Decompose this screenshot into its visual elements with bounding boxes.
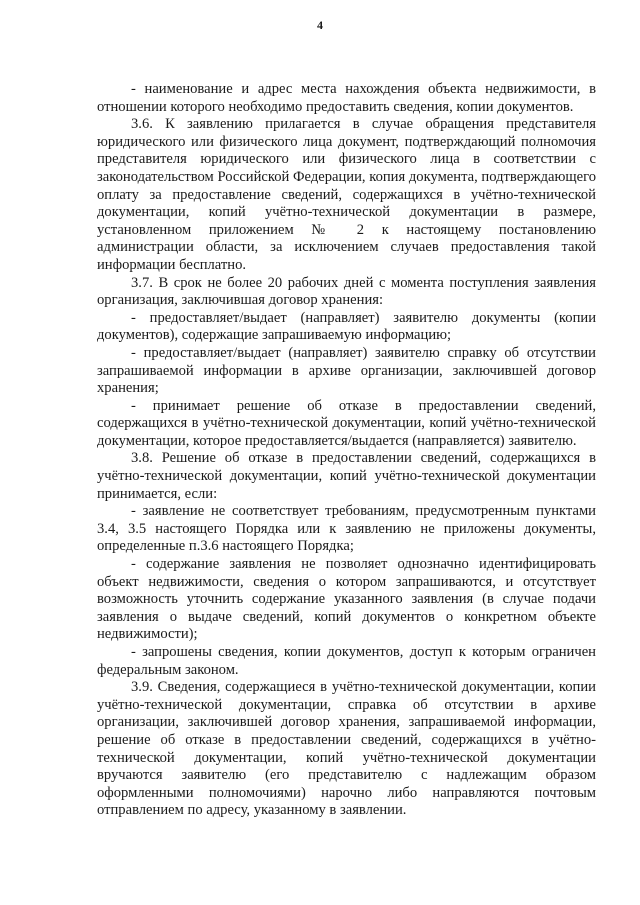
paragraph-3-7-item-documents: - предоставляет/выдает (направляет) заявителю документы (копии документов), содержащие запрашиваемую информацию; <box>97 309 596 344</box>
paragraph-3-7-item-refusal: - принимает решение об отказе в предоставлении сведений, содержащихся в учётно-технической документации, копий учётно-технической документации, которое предоставляется/выдается (направляется) заявителю. <box>97 397 596 449</box>
paragraph-3-9: 3.9. Сведения, содержащиеся в учётно-технической документации, копии учётно-технической документации, справка об отсутствии в архиве организации, заключившей договор хранения, запрашиваемой информации, решение об отказе в предоставлении сведений, содержащихся в учётно-технической документации, копий учётно-технической документации вручаются заявителю (его представителю с надлежащим образом оформленными полномочиями) нарочно либо направляются почтовым отправлением по адресу, указанному в заявлении. <box>97 679 596 819</box>
paragraph-3-8: 3.8. Решение об отказе в предоставлении сведений, содержащихся в учётно-технической документации, копий учётно-технической документации принимается, если: <box>97 450 596 502</box>
page-number: 4 <box>317 18 323 32</box>
paragraph-3-8-item-requirements: - заявление не соответствует требованиям, предусмотренным пунктами 3.4, 3.5 настоящего Порядка или к заявлению не приложены документы, определенные п.3.6 настоящего Порядка; <box>97 503 596 555</box>
paragraph-3-8-item-identification: - содержание заявления не позволяет однозначно идентифицировать объект недвижимости, сведения о котором запрашиваются, и отсутствует возможность уточнить содержание указанного заявления (в случае подачи заявления о выдаче сведений, копий документов о конкретном объекте недвижимости); <box>97 556 596 643</box>
paragraph-3-6: 3.6. К заявлению прилагается в случае обращения представителя юридического или физического лица документ, подтверждающий полномочия представителя юридического или физического лица в соответствии с законодательством Российской Федерации, копия документа, подтверждающего оплату за предоставление сведений, содержащихся в учётно-технической документации, копий учётно-технической документации в размере, установленном приложением № 2 к настоящему постановлению администрации области, за исключением случаев предоставления такой информации бесплатно. <box>97 116 597 273</box>
paragraph-3-7: 3.7. В срок не более 20 рабочих дней с момента поступления заявления организация, заключившая договор хранения: <box>97 274 596 309</box>
paragraph-object-address: - наименование и адрес места нахождения объекта недвижимости, в отношении которого необходимо предоставить сведения, копии документов. <box>97 81 596 115</box>
document-body <box>97 81 596 820</box>
paragraph-3-8-item-restricted: - запрошены сведения, копии документов, доступ к которым ограничен федеральным законом. <box>97 644 596 678</box>
paragraph-3-7-item-certificate: - предоставляет/выдает (направляет) заявителю справку об отсутствии запрашиваемой информации в архиве организации, заключившей договор хранения; <box>97 344 596 397</box>
